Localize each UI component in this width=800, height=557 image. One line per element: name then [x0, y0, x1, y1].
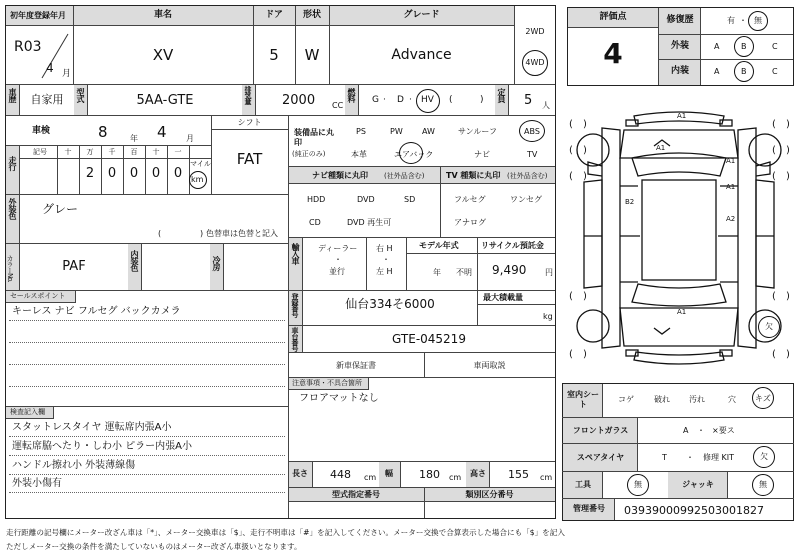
equip-sunroof: サンルーフ: [458, 127, 497, 136]
diagram-bracket-open: (: [569, 119, 573, 130]
mileage-unit-label: 百: [130, 148, 138, 156]
inspection-month: 4: [157, 123, 167, 141]
displacement-value: 2000: [282, 93, 316, 108]
shape-label: 形状: [302, 10, 321, 20]
height-label: 高さ: [470, 469, 486, 478]
shift-value: FAT: [236, 150, 263, 168]
spare-t: T: [662, 453, 667, 462]
nav-dvd-play: DVD 再生可: [347, 218, 392, 227]
grade-label: グレード: [403, 10, 440, 20]
mileage-digit: 0: [151, 166, 161, 181]
spare-label: スペアタイヤ: [576, 453, 625, 462]
recycle-unit: 円: [545, 268, 553, 277]
fuel-d: D: [397, 95, 404, 105]
diagram-tag-7: A1: [677, 308, 687, 316]
tv-label-sub: (社外品含む): [507, 172, 548, 180]
equip-navi: ナビ: [474, 150, 490, 159]
import-left: 左 H: [376, 267, 393, 276]
color-paren-close: ): [200, 229, 204, 238]
grade-value: Advance: [391, 47, 452, 63]
interior-c: C: [772, 67, 778, 76]
length-value: 448: [330, 468, 351, 481]
seat-label: 室内シート: [567, 390, 599, 410]
model-year-label: モデル年式: [419, 241, 459, 250]
drive-4wd: 4WD: [525, 58, 545, 67]
sales-point-label: セールスポイント: [10, 292, 66, 300]
nav-cd: CD: [309, 218, 321, 227]
exterior-a: A: [714, 42, 720, 51]
tools-label: 工具: [575, 480, 591, 489]
diagram-tag-6: A2: [726, 215, 736, 223]
recycle-value: 9,490: [492, 263, 527, 277]
color-note: 色替車は色替と記入: [206, 229, 278, 238]
diagram-bracket-open: (: [772, 119, 776, 130]
inspection-year-unit: 年: [130, 134, 138, 143]
fuel-g: G: [372, 95, 379, 105]
management-value: 03939000992503001827: [624, 504, 764, 517]
reg-year-era: R03: [14, 39, 42, 55]
exterior-b: B: [741, 42, 747, 51]
registration-label: 登録番号: [291, 293, 299, 317]
tv-analog: アナログ: [454, 218, 486, 227]
jack-label: ジャッキ: [682, 480, 714, 489]
jack-value: 無: [759, 480, 767, 489]
nav-label-sub: (社外品含む): [384, 172, 425, 180]
import-label: 輸入車: [291, 243, 300, 264]
diagram-bracket-close: ): [786, 349, 790, 360]
interior-b: B: [741, 67, 747, 76]
usage-value: 自家用: [30, 93, 64, 106]
notes-label: 注意事項・不具合箇所: [292, 379, 362, 387]
reg-month-unit: 月: [62, 69, 72, 79]
notes-value: フロアマットなし: [299, 393, 379, 404]
doors-label: ドア: [265, 10, 283, 20]
seat-hole: 穴: [728, 395, 736, 404]
diagram-tag-5: B2: [625, 198, 635, 206]
interior-label: 内装: [670, 66, 689, 76]
color-value: グレー: [42, 202, 79, 216]
repair-label: 修復歴: [666, 15, 694, 25]
model-year-unit: 年: [433, 268, 441, 277]
diagram-tag-4: A1: [726, 183, 736, 191]
footer-line-1: 走行距離の記号欄にメーター改ざん車は「*」、メーター交換車は「$」、走行不明車は「#」を記入してください。メーター交換で合算表示した場合にも「$」を記入: [6, 528, 565, 537]
diagram-bracket-open: (: [772, 349, 776, 360]
width-unit: cm: [449, 473, 462, 482]
tv-fullseg: フルセグ: [454, 195, 486, 204]
seat-scratch: キズ: [755, 394, 771, 403]
equip-airbag: エアバック: [394, 150, 434, 159]
repair-dot: ・: [739, 16, 747, 25]
capacity-label: 定員: [497, 88, 506, 102]
tools-value: 無: [634, 480, 642, 489]
capacity-unit: 人: [542, 101, 550, 110]
diagram-missing: 欠: [765, 322, 773, 331]
diagram-bracket-close: ): [786, 171, 790, 182]
max-load-label: 最大積載量: [483, 293, 523, 302]
inspection-year: 8: [98, 123, 108, 141]
diagram-bracket-open: (: [569, 145, 573, 156]
model-value: XV: [152, 46, 174, 64]
chassis-value: GTE-045219: [392, 332, 466, 346]
doors-value: 5: [269, 46, 279, 64]
score-value: 4: [603, 37, 623, 70]
reg-month: 4: [46, 61, 54, 75]
diagram-tag-1: A1: [677, 112, 687, 120]
fuel-label: 燃料: [347, 88, 356, 102]
diagram-bracket-close: ): [583, 171, 587, 182]
mileage-unit-label: 十: [152, 148, 160, 156]
height-unit: cm: [540, 473, 553, 482]
displacement-label: 排気量: [244, 86, 252, 104]
diagram-bracket-close: ): [786, 119, 790, 130]
tv-oneseg: ワンセグ: [510, 195, 542, 204]
interior-color-label: 内装色: [130, 250, 139, 271]
interior-a: A: [714, 67, 720, 76]
mileage-unit-label: 万: [86, 148, 94, 156]
mileage-unit-label: 一: [174, 148, 182, 156]
spare-kit: 修理 KIT: [703, 453, 735, 462]
mileage-mile: マイル: [190, 160, 211, 168]
registration-value: 仙台334そ6000: [345, 297, 435, 311]
equip-leather: 本革: [351, 150, 367, 159]
diagram-bracket-close: ): [786, 291, 790, 302]
windshield-x: ×要ス: [712, 426, 735, 435]
model-year-value: 不明: [456, 268, 472, 277]
diagram-bracket-open: (: [772, 145, 776, 156]
max-load-unit: kg: [543, 312, 553, 321]
color-paren-open: (: [158, 229, 162, 238]
mileage-unit-label: 十: [64, 148, 72, 156]
type-label: 型式: [76, 88, 85, 102]
fuel-paren-close: ): [480, 95, 484, 105]
inspector-line-1: スタットレスタイヤ 運転席内張A小: [12, 422, 172, 433]
color-no-value: PAF: [62, 259, 86, 274]
windshield-a: A: [683, 426, 689, 435]
car-damage-diagram: [562, 96, 796, 381]
footer-line-2: ただしメーター交換の条件を満たしていないものはメーター改ざん車扱いとなります。: [6, 542, 302, 551]
diagram-bracket-open: (: [569, 171, 573, 182]
length-unit: cm: [364, 473, 377, 482]
inspection-label: 車検: [32, 126, 51, 136]
inspector-line-4: 外装小傷有: [12, 478, 62, 489]
recycle-label: リサイクル預託金: [481, 241, 544, 250]
exterior-c: C: [772, 42, 778, 51]
color-label: 外装色: [8, 198, 17, 219]
model-label: 車名: [153, 10, 172, 20]
nav-label: ナビ種類に丸印: [312, 171, 368, 180]
import-dot: ・: [334, 255, 342, 264]
equip-abs: ABS: [524, 127, 540, 136]
type-value: 5AA-GTE: [136, 93, 194, 108]
diagram-bracket-open: (: [772, 291, 776, 302]
diagram-bracket-close: ): [583, 119, 587, 130]
shift-label: シフト: [237, 118, 262, 127]
tv-label: TV 種類に丸印: [446, 171, 501, 180]
diagram-bracket-open: (: [569, 349, 573, 360]
inspector-label: 検査記入欄: [10, 408, 45, 416]
mileage-kigo: 記号: [33, 148, 47, 156]
color-no-label: カラーNo.: [6, 255, 14, 282]
diagram-bracket-close: ): [583, 291, 587, 302]
aircon-label: 冷房: [212, 256, 221, 270]
import-right: 右 H: [376, 244, 393, 253]
equipment-label: 装備品に丸印: [294, 128, 334, 147]
chassis-label: 車台番号: [291, 327, 299, 351]
spare-missing: 欠: [760, 452, 768, 461]
seat-stain: 汚れ: [689, 395, 705, 404]
repair-no: 無: [754, 16, 762, 25]
diagram-bracket-close: ): [786, 145, 790, 156]
mileage-unit-label: 千: [108, 148, 116, 156]
mileage-digit: 0: [173, 166, 183, 181]
mileage-km: km: [191, 175, 204, 184]
import-parallel: 並行: [329, 267, 345, 276]
equip-ps: PS: [356, 127, 366, 136]
equip-tv: TV: [527, 150, 538, 159]
diagram-tag-3: A1: [726, 157, 736, 165]
fuel-hv: HV: [421, 95, 434, 105]
import-dealer: ディーラー: [318, 244, 358, 253]
doc-warranty: 新車保証書: [336, 361, 376, 370]
usage-label: 車歴: [8, 88, 17, 102]
repair-yes: 有: [727, 16, 735, 25]
sales-point-value: キーレス ナビ フルセグ バックカメラ: [12, 306, 181, 317]
seat-burn: コゲ: [618, 395, 634, 404]
diagram-tag-2: A1: [656, 144, 666, 152]
shape-value: W: [304, 46, 320, 64]
score-label: 評価点: [599, 12, 627, 22]
diagram-bracket-open: (: [772, 171, 776, 182]
width-value: 180: [419, 468, 440, 481]
inspector-line-2: 運転席脇へたり・しわ小 ピラー内張A小: [12, 441, 193, 452]
windshield-label: フロントガラス: [572, 426, 629, 435]
nav-dvd: DVD: [357, 195, 375, 204]
diagram-bracket-close: ): [583, 145, 587, 156]
diagram-bracket-open: (: [569, 291, 573, 302]
mileage-digit: 0: [107, 166, 117, 181]
diagram-bracket-close: ): [583, 349, 587, 360]
equip-aw: AW: [422, 127, 435, 136]
type-designation-label: 型式指定番号: [332, 490, 380, 499]
mileage-digit: 0: [129, 166, 139, 181]
reg-year-label: 初年度登録年月: [10, 11, 66, 20]
length-label: 長さ: [292, 469, 308, 478]
equip-pw: PW: [390, 127, 403, 136]
nav-sd: SD: [404, 195, 416, 204]
nav-hdd: HDD: [307, 195, 326, 204]
inspection-month-unit: 月: [186, 134, 194, 143]
fuel-paren-open: (: [449, 95, 453, 105]
exterior-label: 外装: [670, 41, 689, 51]
doc-manual: 車両取説: [473, 361, 506, 370]
width-label: 幅: [385, 469, 393, 478]
management-label: 管理番号: [573, 504, 605, 513]
displacement-unit: CC: [332, 101, 344, 110]
seat-tear: 破れ: [654, 395, 670, 404]
mileage-label: 走行: [8, 156, 17, 170]
windshield-dot: ・: [697, 426, 705, 435]
drive-2wd: 2WD: [525, 27, 545, 36]
capacity-value: 5: [524, 93, 533, 108]
mileage-digit: 2: [85, 166, 95, 181]
equipment-sublabel: (純正のみ): [292, 150, 326, 158]
class-label: 類別区分番号: [465, 490, 514, 499]
inspector-line-3: ハンドル擦れ小 外装薄線傷: [12, 460, 136, 471]
height-value: 155: [508, 468, 529, 481]
